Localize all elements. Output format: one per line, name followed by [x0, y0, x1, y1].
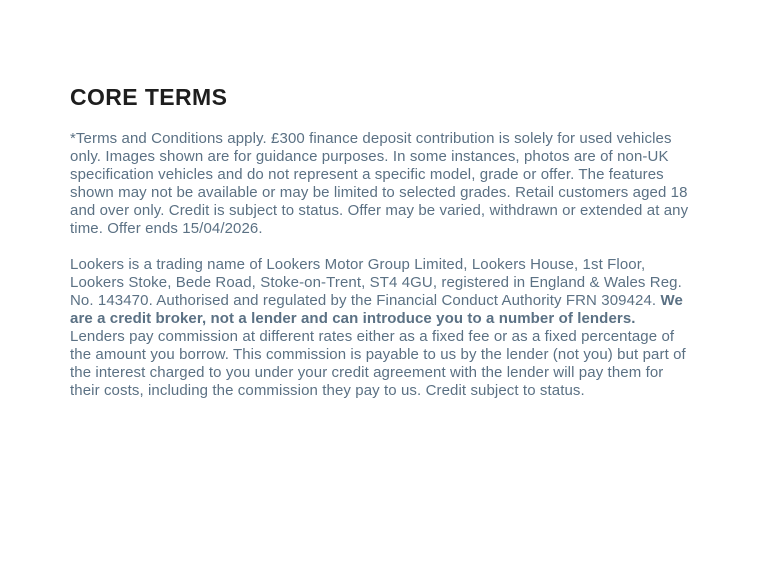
terms-body	[70, 130, 692, 400]
terms-paragraph-offer	[70, 130, 692, 238]
terms-paragraph-offer-text: *Terms and Conditions apply. £300 finance deposit contribution is solely for used vehicles only. Images shown are for guidance purposes. In some instances, photos are of non-UK specification vehicles and do not represent a specific model, grade or offer. The features shown may not be available or may be limited to selected grades. Retail customers aged 18 and over only. Credit is subject to status. Offer may be varied, withdrawn or extended at any time. Offer ends 15/04/2026.	[70, 130, 689, 237]
terms-legal-after-bold: Lenders pay commission at different rates either as a fixed fee or as a fixed percentage of the amount you borrow. This commission is payable to us by the lender (not you) but part of the interest charged to you under your credit agreement with the lender will pay them for their costs, including the commission they pay to us. Credit subject to status.	[70, 328, 686, 399]
terms-legal-bold-sentence: We are a credit broker, not a lender and can introduce you to a number of lenders.	[70, 292, 683, 327]
terms-paragraph-legal	[70, 256, 692, 400]
terms-legal-before-bold: Lookers is a trading name of Lookers Motor Group Limited, Lookers House, 1st Floor, Lookers Stoke, Bede Road, Stoke-on-Trent, ST4 4GU, registered in England & Wales Reg. No. 143470. Authorised and regulated by the Financial Conduct Authority FRN 309424.	[70, 256, 682, 309]
core-terms-heading: CORE TERMS	[70, 84, 228, 110]
